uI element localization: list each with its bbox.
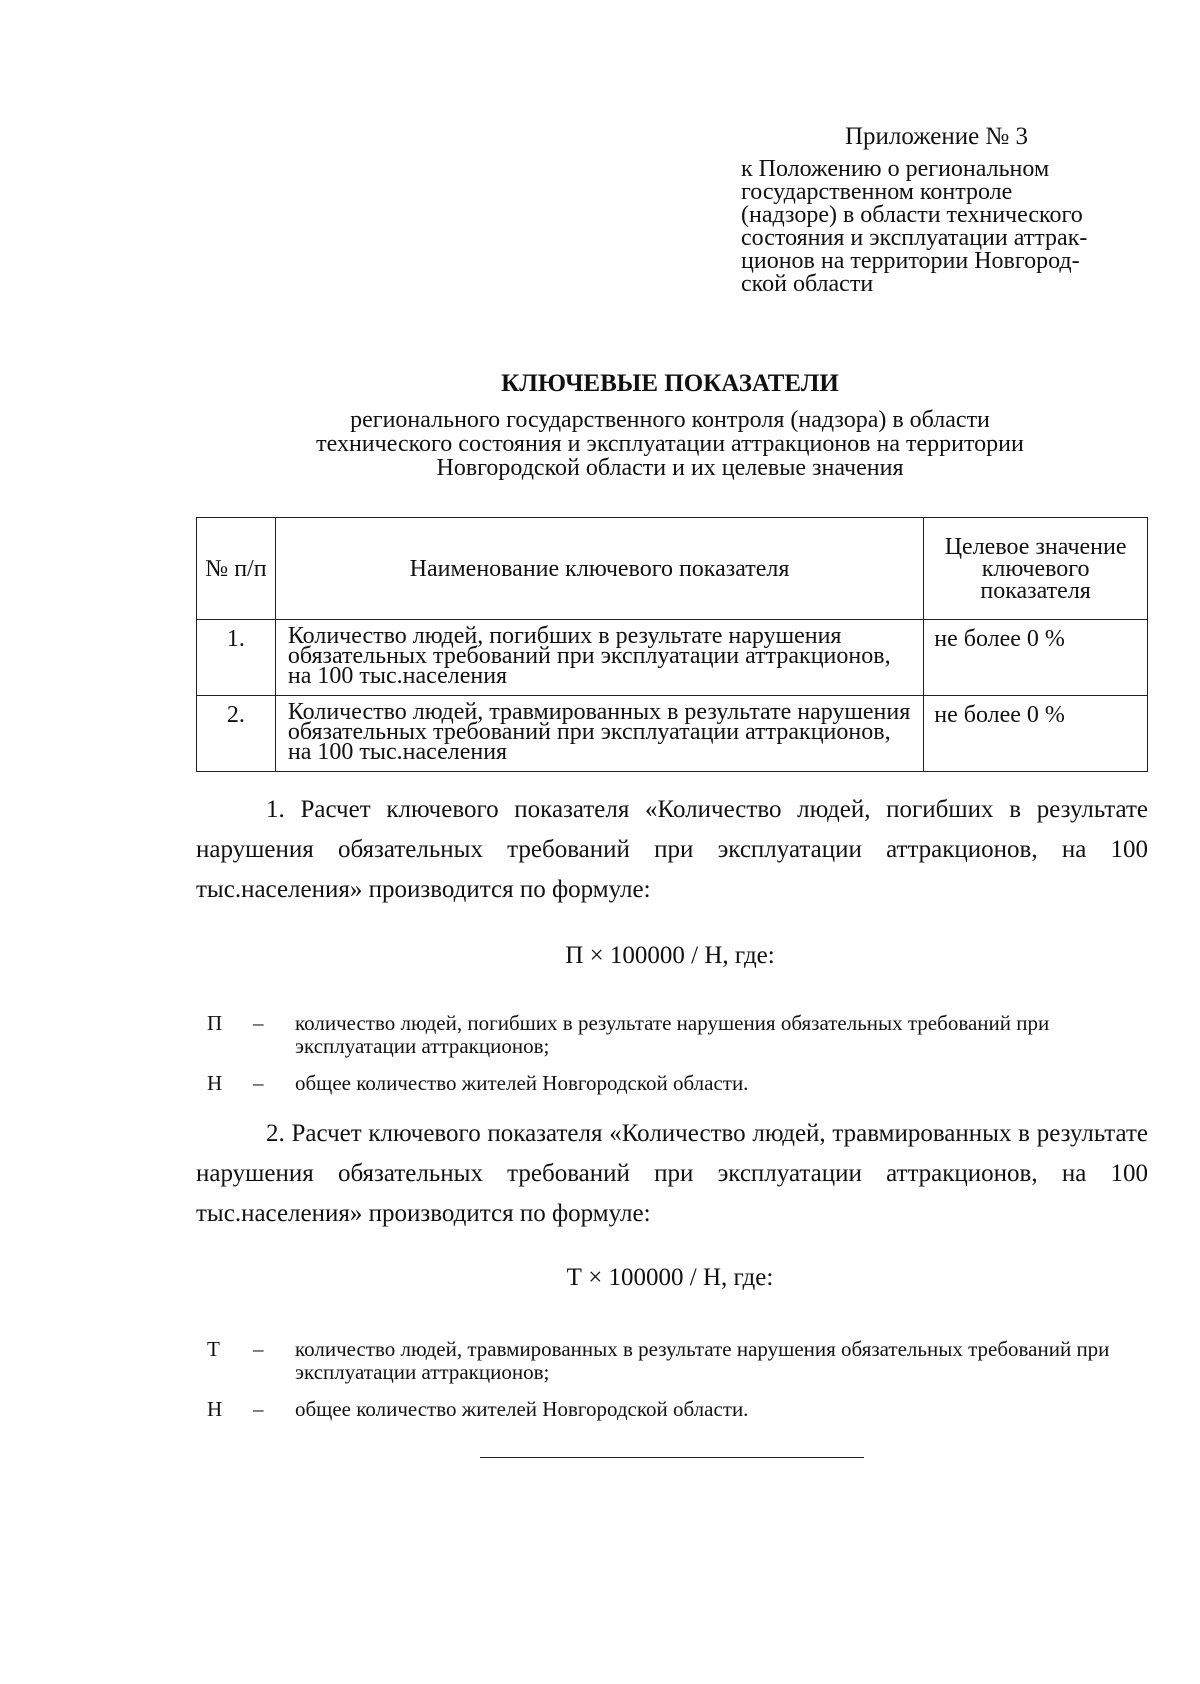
definition-symbol: Н [207,1071,223,1095]
table-header-row [197,518,1148,620]
table-row [197,696,1148,772]
section-1-text: 1. Расчет ключевого показателя «Количество людей, погибших в результате нарушения обязательных требований при эксплуатации аттракционов, на 100 тыс.населения» производится по формуле: [196,796,1148,903]
section-2-paragraph [196,1114,1148,1234]
row-name: Количество людей, погибших в результате нарушения обязательных требований при эксплуатации аттракционов, на 100 тыс.населения [275,620,923,696]
definition-text: общее количество жителей Новгородской области. [295,1071,749,1095]
definition-dash: – [253,1071,264,1095]
end-separator-line [480,1457,864,1458]
definition-symbol: П [207,1011,223,1035]
section-1-formula: П × 100000 / Н, где: [565,942,775,969]
row-target: не более 0 % [924,696,1148,772]
subtitle-line: технического состояния и эксплуатации аттракционов на территории [316,431,1024,457]
definition-dash: – [253,1397,264,1421]
definition-text: количество людей, погибших в результате нарушения обязательных требований при эксплуатации аттракционов; [295,1011,1050,1058]
section-1-paragraph [196,790,1148,910]
row-name: Количество людей, травмированных в результате нарушения обязательных требований при эксплуатации аттракционов, на 100 тыс.населения [275,696,923,772]
annex-reference-line: к Положению о региональном [741,156,1050,182]
subtitle-line: регионального государственного контроля (надзора) в области [350,407,990,433]
definition-text: количество людей, травмированных в результате нарушения обязательных требований при эксплуатации аттракционов; [295,1337,1110,1384]
definition-dash: – [253,1337,264,1361]
definition-symbol: Н [207,1397,223,1421]
definition-text: общее количество жителей Новгородской области. [295,1397,749,1421]
header-name: Наименование ключевого показателя [275,518,923,620]
document-subtitle [0,408,1200,480]
annex-reference-line: ционов на территории Новгород- [741,248,1080,274]
annex-number: Приложение № 3 [845,123,1029,150]
table-row [197,620,1148,696]
subtitle-line: Новгородской области и их целевые значения [436,455,904,481]
document-title: КЛЮЧЕВЫЕ ПОКАЗАТЕЛИ [501,370,839,397]
row-num: 1. [197,620,276,696]
annex-reference-line: состояния и эксплуатации аттрак- [741,225,1088,251]
annex-reference-line: ской области [741,271,874,297]
section-2-formula: Т × 100000 / Н, где: [566,1264,774,1291]
annex-reference [741,158,1161,296]
definition-dash: – [253,1011,264,1035]
annex-reference-line: (надзоре) в области технического [741,202,1083,228]
header-target: Целевое значение ключевого показателя [924,518,1148,620]
section-2-text: 2. Расчет ключевого показателя «Количество людей, травмированных в результате нарушения обязательных требований при эксплуатации аттракционов, на 100 тыс.населения» производится по формуле: [196,1120,1148,1227]
row-num: 2. [197,696,276,772]
header-num: № п/п [197,518,276,620]
kpi-table [196,517,1148,772]
annex-reference-line: государственном контроле [741,179,1013,205]
definition-symbol: Т [207,1337,220,1361]
row-target: не более 0 % [924,620,1148,696]
